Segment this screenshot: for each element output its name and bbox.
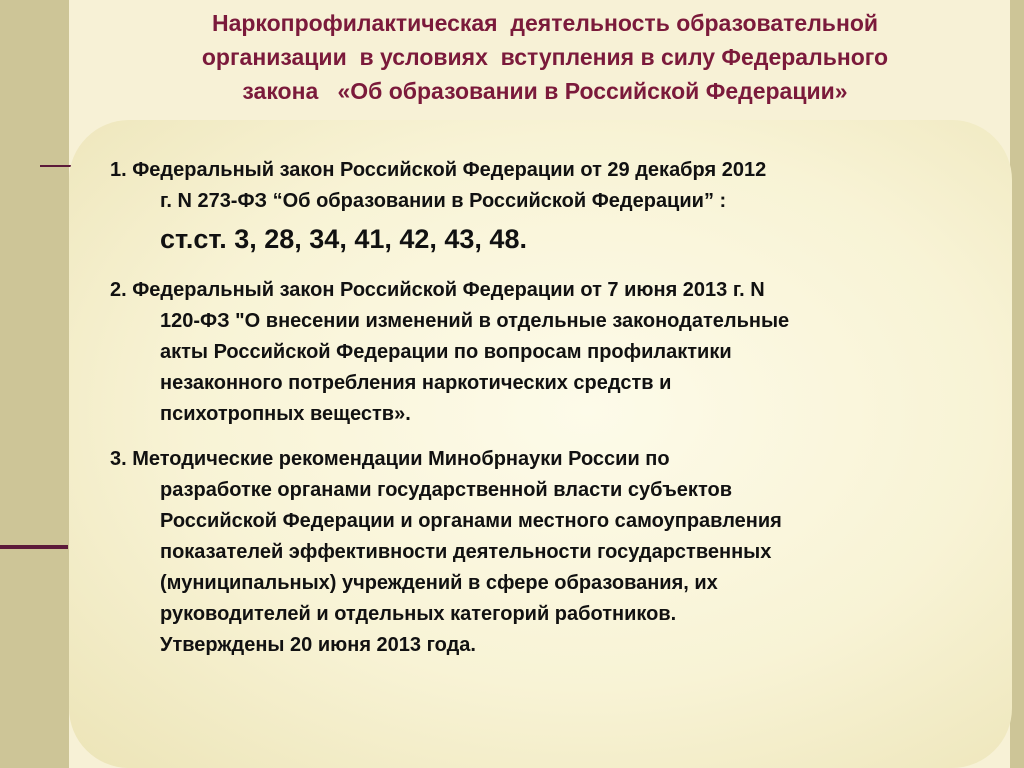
item-3-line-7: Утверждены 20 июня 2013 года. <box>160 634 476 656</box>
item-3-line-6: руководителей и отдельных категорий работников. <box>160 603 677 625</box>
item-2-line-2: 120-ФЗ "О внесении изменений в отдельные законодательные <box>160 310 790 332</box>
title-line-3: закона «Об образовании в Российской Федерации» <box>242 78 848 104</box>
item-3-line-2: разработке органами государственной власти субъектов <box>160 479 732 501</box>
item-2-line-4: незаконного потребления наркотических средств и <box>160 372 672 394</box>
item-2-line-3: акты Российской Федерации по вопросам профилактики <box>160 341 732 363</box>
item-3-line-1: 3. Методические рекомендации Минобрнауки России по <box>110 448 670 470</box>
item-3-line-3: Российской Федерации и органами местного самоуправления <box>160 510 782 532</box>
title-line-1: Наркопрофилактическая деятельность образовательной <box>211 10 879 36</box>
document-list <box>110 155 990 675</box>
list-item-1 <box>110 155 990 261</box>
list-item-2 <box>110 275 990 430</box>
list-item-3 <box>110 444 990 661</box>
item-2-line-1: 2. Федеральный закон Российской Федерации от 7 июня 2013 г. N <box>110 279 765 301</box>
item-3-line-5: (муниципальных) учреждений в сфере образования, их <box>160 572 718 594</box>
left-decor-bar <box>0 0 69 768</box>
slide-title <box>80 6 1010 108</box>
item-1-line-1: 1. Федеральный закон Российской Федерации от 29 декабря 2012 <box>110 159 767 181</box>
item-3-line-4: показателей эффективности деятельности государственных <box>160 541 772 563</box>
item-1-articles: ст.ст. 3, 28, 34, 41, 42, 43, 48. <box>160 224 527 254</box>
item-2-line-5: психотропных веществ». <box>160 403 411 425</box>
item-1-line-2: г. N 273-ФЗ “Об образовании в Российской Федерации” : <box>160 190 727 212</box>
decor-line-bottom <box>0 545 68 549</box>
right-decor-bar <box>1010 0 1024 768</box>
title-line-2: организации в условиях вступления в силу Федерального <box>201 44 889 70</box>
